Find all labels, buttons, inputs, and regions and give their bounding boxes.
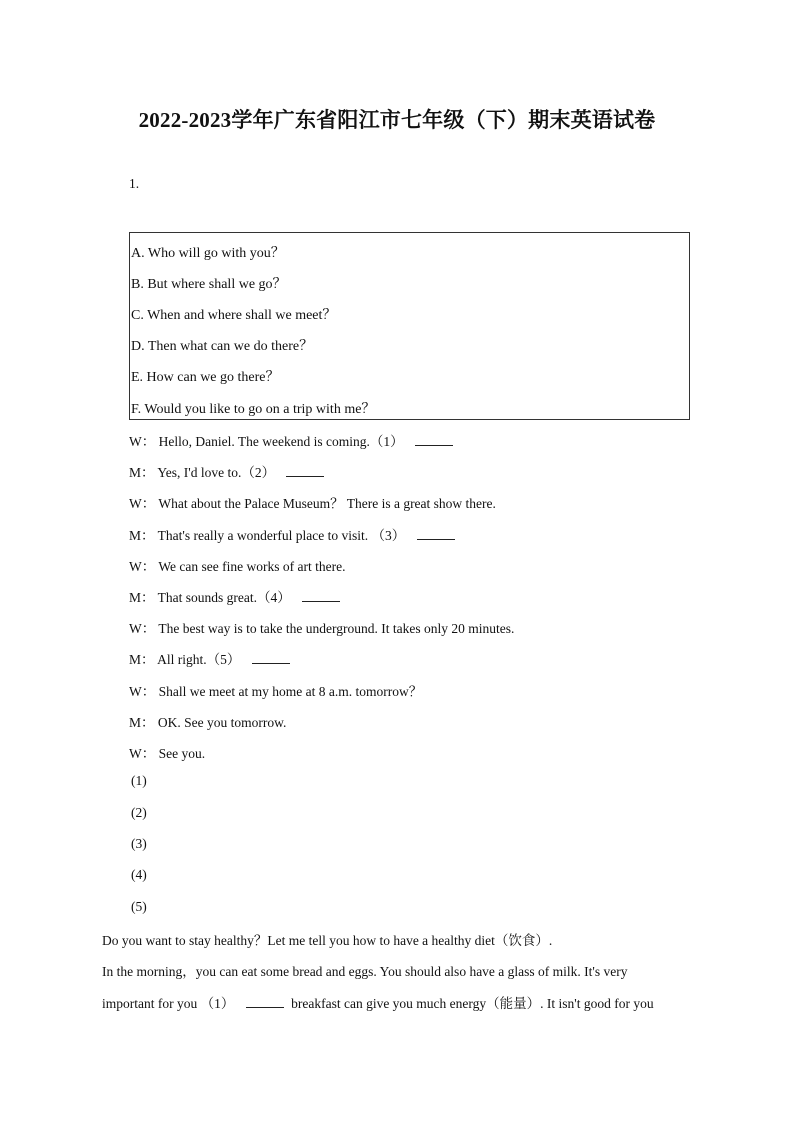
speaker: M： (129, 715, 155, 730)
answer-slot: (5) (131, 899, 147, 914)
dialogue-text: Shall we meet at my home at 8 a.m. tomorrow？ (158, 684, 423, 699)
speaker: W： (129, 621, 156, 636)
answer-blank (286, 465, 324, 477)
speaker: M： (129, 590, 155, 605)
dialogue-line (129, 430, 453, 450)
dialogue-text: Yes, I'd love to.（2） (157, 465, 276, 480)
option-e: E. How can we go there？ (131, 370, 280, 385)
dialogue-line (129, 648, 290, 668)
dialogue-line (129, 492, 496, 512)
passage-text: important for you （1） (102, 996, 235, 1011)
speaker: W： (129, 746, 156, 761)
speaker: M： (129, 528, 155, 543)
dialogue-text: Hello, Daniel. The weekend is coming.（1） (158, 434, 404, 449)
option-c: C. When and where shall we meet？ (131, 308, 337, 323)
passage-text: breakfast can give you much energy（能量）. It isn't good for you (291, 996, 654, 1011)
dialogue-line (129, 742, 205, 762)
dialogue-line (129, 680, 422, 700)
passage-line (102, 992, 654, 1012)
dialogue-text: What about the Palace Museum？ There is a great show there. (158, 496, 496, 511)
answer-slot: (4) (131, 867, 147, 882)
dialogue-text: All right.（5） (157, 652, 241, 667)
dialogue-line (129, 524, 455, 544)
answer-blank (246, 996, 284, 1008)
speaker: W： (129, 496, 156, 511)
passage-line: Do you want to stay healthy？Let me tell you how to have a healthy diet（饮食）. (102, 933, 553, 948)
answer-blank (417, 528, 455, 540)
answer-slot: (2) (131, 805, 147, 820)
speaker: W： (129, 559, 156, 574)
answer-slot: (1) (131, 773, 147, 788)
option-b: B. But where shall we go？ (131, 277, 287, 292)
dialogue-text: That sounds great.（4） (157, 590, 291, 605)
dialogue-line (129, 617, 514, 637)
answer-blank (415, 434, 453, 446)
option-a: A. Who will go with you？ (131, 246, 285, 261)
dialogue-text: The best way is to take the underground. It takes only 20 minutes. (158, 621, 515, 636)
speaker: M： (129, 465, 155, 480)
answer-blank (252, 652, 290, 664)
dialogue-line (129, 711, 286, 731)
dialogue-line (129, 461, 324, 481)
dialogue-text: We can see fine works of art there. (158, 559, 346, 574)
passage-line: In the morning，you can eat some bread and eggs. You should also have a glass of milk. It's very (102, 964, 628, 979)
answer-slot: (3) (131, 836, 147, 851)
dialogue-text: That's really a wonderful place to visit. （3） (157, 528, 406, 543)
question-number: 1. (129, 176, 140, 191)
page-title: 2022-2023学年广东省阳江市七年级（下）期末英语试卷 (138, 108, 656, 132)
answer-blank (302, 590, 340, 602)
dialogue-text: OK. See you tomorrow. (157, 715, 287, 730)
dialogue-line (129, 555, 345, 575)
speaker: W： (129, 684, 156, 699)
option-d: D. Then what can we do there？ (131, 339, 314, 354)
dialogue-text: See you. (158, 746, 206, 761)
option-f: F. Would you like to go on a trip with me？ (131, 402, 376, 417)
options-box (129, 232, 690, 420)
dialogue-line (129, 586, 340, 606)
speaker: W： (129, 434, 156, 449)
speaker: M： (129, 652, 155, 667)
